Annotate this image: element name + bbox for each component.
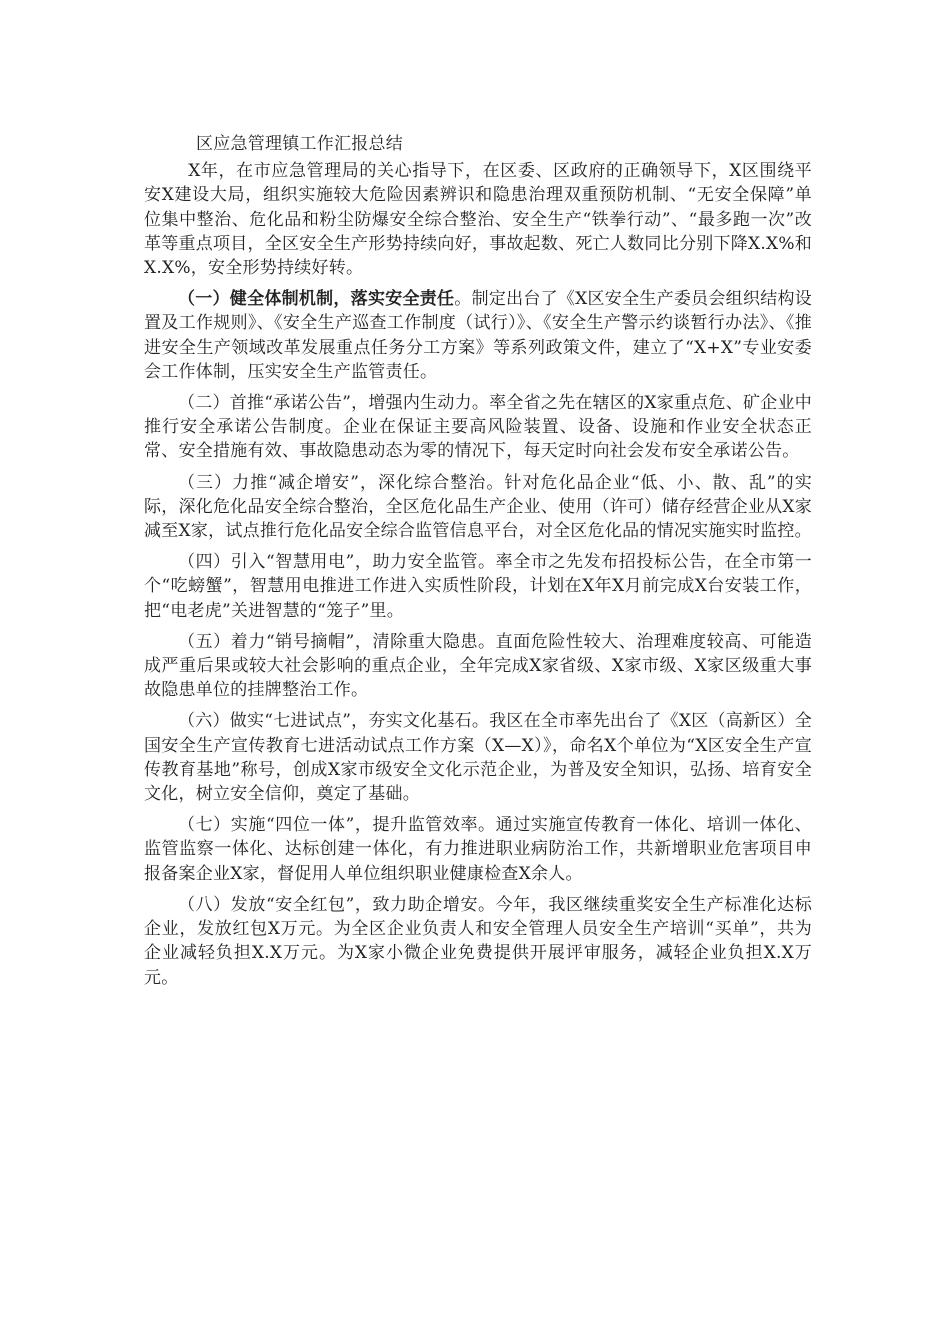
- section-heading-2: （二）首推“承诺公告”，增强内生动力。: [178, 393, 490, 414]
- section-heading-6: （六）做实“七进试点”，夯实文化基石。: [178, 711, 490, 732]
- section-paragraph-5: [144, 630, 812, 703]
- section-paragraph-4: [144, 550, 812, 623]
- section-heading-3: （三）力推“减企增安”，深化综合整治。: [178, 472, 505, 493]
- section-heading-4: （四）引入“智慧用电”，助力安全监管。: [178, 552, 496, 573]
- section-heading-5: （五）着力“销号摘帽”，清除重大隐患。: [178, 631, 496, 652]
- section-paragraph-6: [144, 709, 812, 806]
- section-text-1: 。制定出台了《X区安全生产委员会组织结构设置及工作规则》、《安全生产巡查工作制度（试行）》、《安全生产警示约谈暂行办法》、《推进安全生产领域改革发展重点任务分工方案》等系列政策文件，建立了“X+X”专业安委会工作体制，压实安全生产监管责任。: [144, 289, 813, 382]
- section-paragraph-1: [144, 287, 812, 384]
- section-heading-7: （七）实施“四位一体”，提升监管效率。: [178, 815, 496, 836]
- document-body: [144, 132, 812, 997]
- section-heading-8: （八）发放“安全红包”，致力助企增安。: [178, 894, 496, 915]
- section-paragraph-8: [144, 893, 812, 990]
- section-text-7: 通过实施宣传教育一体化、培训一体化、监管监察一体化、达标创建一体化，有力推进职业病防治工作，共新增职业危害项目申报备案企业X家，督促用人单位组织职业健康检查X余人。: [144, 815, 812, 884]
- intro-paragraph: [144, 159, 812, 280]
- section-paragraph-3: [144, 471, 812, 544]
- section-text-3: 针对危化品企业“低、小、散、乱”的实际，深化危化品安全综合整治，全区危化品生产企业、使用（许可）储存经营企业从X家减至X家，试点推行危化品安全综合监管信息平台，对全区危化品的情况实施实时监控。: [144, 472, 812, 542]
- section-heading-1: （一）健全体制机制，落实安全责任: [178, 289, 455, 310]
- section-text-8: 今年，我区继续重奖安全生产标准化达标企业，发放红包X万元。为全区企业负责人和安全管理人员安全生产培训“买单”，共为企业减轻负担X.X万元。为X家小微企业免费提供开展评审服务，减轻企业负担X.X万元。: [144, 894, 812, 988]
- intro-text: X年，在市应急管理局的关心指导下，在区委、区政府的正确领导下，X区围绕平安X建设大局，组织实施较大危险因素辨识和隐患治理双重预防机制、“无安全保障”单位集中整治、危化品和粉尘防爆安全综合整治、安全生产“铁拳行动”、“最多跑一次”改革等重点项目，全区安全生产形势持续向好，事故起数、死亡人数同比分别下降X.X%和X.X%，安全形势持续好转。: [144, 161, 812, 279]
- section-text-4: 率全市之先发布招投标公告，在全市第一个“吃螃蟹”，智慧用电推进工作进入实质性阶段，计划在X年X月前完成X台安装工作，把“电老虎”关进智慧的“笼子”里。: [144, 552, 812, 621]
- section-text-5: 直面危险性较大、治理难度较高、可能造成严重后果或较大社会影响的重点企业，全年完成X家省级、X家市级、X家区级重大事故隐患单位的挂牌整治工作。: [144, 631, 812, 701]
- section-text-2: 率全省之先在辖区的X家重点危、矿企业中推行安全承诺公告制度。企业在保证主要高风险装置、设备、设施和作业安全状态正常、安全措施有效、事故隐患动态为零的情况下，每天定时向社会发布安全承诺公告。: [144, 393, 812, 462]
- section-paragraph-2: [144, 391, 812, 464]
- section-paragraph-7: [144, 813, 812, 886]
- section-text-6: 我区在全市率先出台了《X区（高新区）全国安全生产宣传教育七进活动试点工作方案（X—X）》，命名X个单位为“X区安全生产宣传教育基地”称号，创成X家市级安全文化示范企业，为普及安全知识，弘扬、培育安全文化，树立安全信仰，奠定了基础。: [144, 711, 812, 805]
- document-title: 区应急管理镇工作汇报总结: [196, 134, 403, 154]
